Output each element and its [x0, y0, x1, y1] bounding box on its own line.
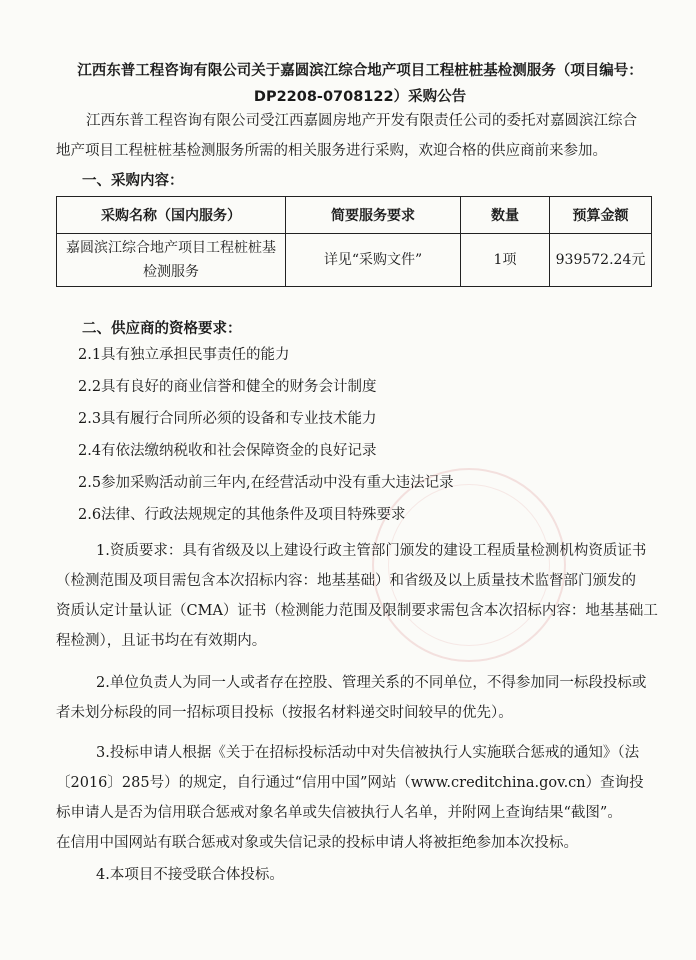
- section2-heading: 二、供应商的资格要求：: [82, 321, 242, 337]
- header-budget: 预算金额: [550, 197, 652, 234]
- req1-line4: 程检测），且证书均在有效期内。: [56, 633, 267, 649]
- cell-requirement: 详见“采购文件”: [286, 234, 461, 287]
- procurement-table: [56, 196, 652, 287]
- intro-line1: 江西东普工程咨询有限公司受江西嘉圆房地产开发有限责任公司的委托对嘉圆滨江综合: [86, 113, 637, 129]
- header-requirement: 简要服务要求: [286, 197, 461, 234]
- cell-name-line2: 检测服务: [143, 264, 199, 280]
- cell-budget: 939572.24元: [550, 234, 652, 287]
- header-quantity: 数量: [461, 197, 550, 234]
- req3-line2: 〔2016〕285号）的规定，自行通过“信用中国”网站（www.creditchina.gov.cn）查询投: [56, 775, 644, 791]
- table-header-row: [57, 197, 652, 234]
- cell-quantity: 1项: [461, 234, 550, 287]
- intro-line2: 地产项目工程桩桩基检测服务所需的相关服务进行采购，欢迎合格的供应商前来参加。: [56, 143, 607, 159]
- qualification-item: 2.2具有良好的商业信誉和健全的财务会计制度: [78, 379, 377, 395]
- req2-line2: 者未划分标段的同一招标项目投标（按报名材料递交时间较早的优先）。: [56, 705, 513, 721]
- qualification-item: 2.3具有履行合同所必须的设备和专业技术能力: [78, 411, 377, 427]
- req1-line2: （检测范围及项目需包含本次招标内容：地基基础）和省级及以上质量技术监督部门颁发的: [56, 573, 636, 589]
- section1-heading: 一、采购内容：: [82, 173, 184, 189]
- document-title-line2: DP2208-0708122）采购公告: [253, 89, 467, 105]
- req4-line1: 4.本项目不接受联合体投标。: [96, 867, 284, 883]
- req3-line1: 3.投标申请人根据《关于在招标投标活动中对失信被执行人实施联合惩戒的通知》（法: [96, 745, 640, 761]
- qualification-item: 2.5参加采购活动前三年内,在经营活动中没有重大违法记录: [78, 475, 454, 491]
- qualification-item: 2.1具有独立承担民事责任的能力: [78, 347, 290, 363]
- document-title-line1: 江西东普工程咨询有限公司关于嘉圆滨江综合地产项目工程桩桩基检测服务（项目编号：: [77, 63, 643, 79]
- req3-line4: 在信用中国网站有联合惩戒对象或失信记录的投标申请人将被拒绝参加本次投标。: [56, 835, 578, 851]
- header-name: 采购名称（国内服务）: [57, 197, 286, 234]
- cell-name-line1: 嘉圆滨江综合地产项目工程桩桩基: [66, 240, 276, 256]
- req3-line3: 标申请人是否为信用联合惩戒对象名单或失信被执行人名单，并附网上查询结果“截图”。: [56, 805, 622, 821]
- qualification-item: 2.4有依法缴纳税收和社会保障资金的良好记录: [78, 443, 377, 459]
- req1-line3: 资质认定计量认证（CMA）证书（检测能力范围及限制要求需包含本次招标内容：地基基础工: [56, 603, 658, 619]
- qualification-item: 2.6法律、行政法规规定的其他条件及项目特殊要求: [78, 507, 406, 523]
- req1-line1: 1.资质要求：具有省级及以上建设行政主管部门颁发的建设工程质量检测机构资质证书: [96, 543, 647, 559]
- cell-name: [57, 234, 286, 287]
- table-row: [57, 234, 652, 287]
- req2-line1: 2.单位负责人为同一人或者存在控股、管理关系的不同单位，不得参加同一标段投标或: [96, 675, 647, 691]
